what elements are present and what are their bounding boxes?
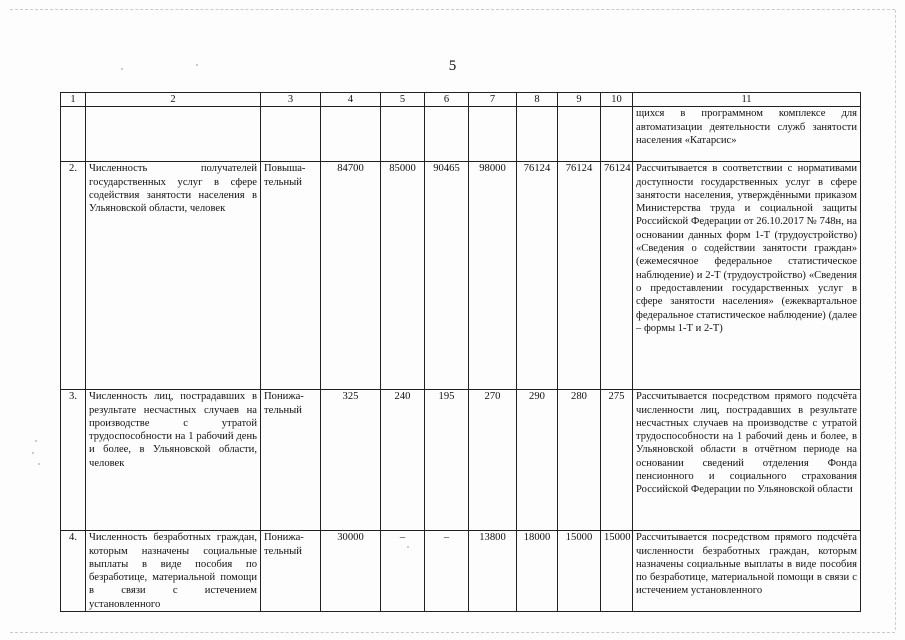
value-cell: 98000 xyxy=(469,162,517,390)
scan-edge-bottom xyxy=(10,632,895,633)
value-cell: 15000 xyxy=(601,531,633,612)
value-cell: 290 xyxy=(517,390,558,531)
column-header: 9 xyxy=(558,93,601,107)
value-cell: 76124 xyxy=(601,162,633,390)
scan-speck xyxy=(35,440,37,442)
value-cell: 275 xyxy=(601,390,633,531)
table-row xyxy=(61,390,861,531)
column-header: 4 xyxy=(321,93,381,107)
value-cell: 90465 xyxy=(425,162,469,390)
column-header: 10 xyxy=(601,93,633,107)
value-cell: 30000 xyxy=(321,531,381,612)
column-header: 1 xyxy=(61,93,86,107)
scan-edge-top xyxy=(10,9,895,10)
page-number: 5 xyxy=(448,58,457,74)
value-cell: 325 xyxy=(321,390,381,531)
indicator-direction: Понижа-тельный xyxy=(261,531,321,612)
column-header: 6 xyxy=(425,93,469,107)
calculation-note: Рассчитывается посредством прямого подсчёта численности лиц, пострадавших в результате несчастных случаев на производстве с утратой трудоспособности на 1 рабочий день и более, в Ульяновской области в отчётном периоде на основании сведений отделения Фонда пенсионного и социального страхования Российской Федерации по Ульяновской области xyxy=(633,390,861,531)
value-cell: 76124 xyxy=(558,162,601,390)
calculation-note: Рассчитывается посредством прямого подсчёта численности безработных граждан, которым назначены социальные выплаты в виде пособия по безработице, материальной помощи в связи с истечением установленного xyxy=(633,531,861,612)
scan-speck xyxy=(38,463,40,465)
indicators-table xyxy=(60,92,861,612)
column-header: 8 xyxy=(517,93,558,107)
indicator-name: Численность получателей государственных услуг в сфере содействия занятости населения в Ульяновской области, человек xyxy=(86,162,261,390)
value-cell: – xyxy=(425,531,469,612)
value-cell: 18000 xyxy=(517,531,558,612)
row-number: 4. xyxy=(61,531,86,612)
value-cell: 195 xyxy=(425,390,469,531)
scan-speck xyxy=(32,452,34,454)
indicator-name: Численность безработных граждан, которым назначены социальные выплаты в виде пособия по безработице, материальной помощи в связи с истечением установленного xyxy=(86,531,261,612)
column-header: 11 xyxy=(633,93,861,107)
value-cell: 85000 xyxy=(381,162,425,390)
value-cell: 280 xyxy=(558,390,601,531)
value-cell: 84700 xyxy=(321,162,381,390)
table-row-continuation xyxy=(61,107,861,162)
column-header: 3 xyxy=(261,93,321,107)
indicator-direction: Понижа-тельный xyxy=(261,390,321,531)
value-cell: 15000 xyxy=(558,531,601,612)
value-cell: 240 xyxy=(381,390,425,531)
column-header: 5 xyxy=(381,93,425,107)
column-header: 2 xyxy=(86,93,261,107)
table-row xyxy=(61,162,861,390)
indicator-direction: Повыша-тельный xyxy=(261,162,321,390)
value-cell: 76124 xyxy=(517,162,558,390)
calculation-note: Рассчитывается в соответствии с нормативами доступности государственных услуг в сфере занятости населения, утверждёнными приказом Министерства труда и социальной защиты Российской Федерации от 26.10.2017 № 748н, на основании данных форм 1-Т (трудоустройство) «Сведения о содействии занятости граждан» (ежемесячное федеральное статистическое наблюдение) и 2-Т (трудоустройство) «Сведения о предоставлении государственных услуг в сфере занятости населения» (ежеквартальное федеральное статистическое наблюдение) (далее – формы 1-Т и 2-Т) xyxy=(633,162,861,390)
value-cell: 13800 xyxy=(469,531,517,612)
table-header-row xyxy=(61,93,861,107)
table-row xyxy=(61,531,861,612)
row-number: 3. xyxy=(61,390,86,531)
value-cell: 270 xyxy=(469,390,517,531)
value-cell: – xyxy=(381,531,425,612)
continuation-note: щихся в программном комплексе для автоматизации деятельности служб занятости населения «Катарсис» xyxy=(633,107,861,162)
column-header: 7 xyxy=(469,93,517,107)
row-number: 2. xyxy=(61,162,86,390)
indicator-name: Численность лиц, пострадавших в результате несчастных случаев на производстве с утратой трудоспособности на 1 рабочий день и более, в Ульяновской области, человек xyxy=(86,390,261,531)
scan-edge-right xyxy=(895,10,896,630)
